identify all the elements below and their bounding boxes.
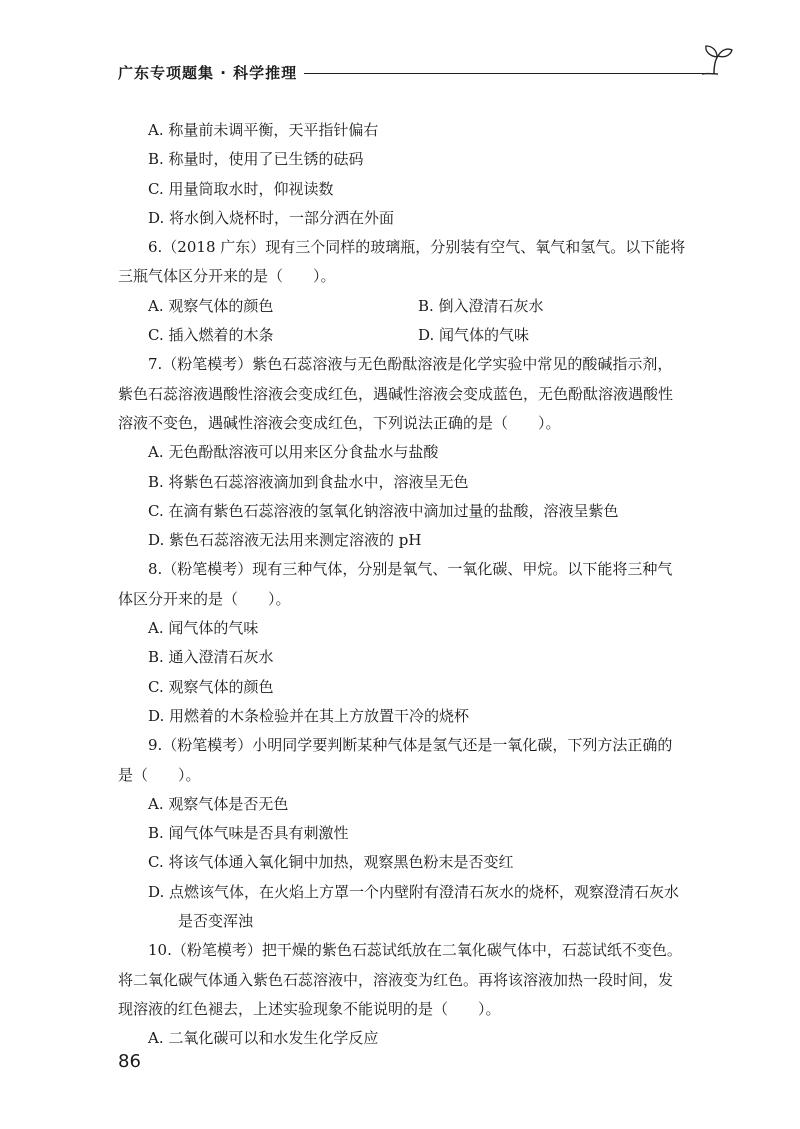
option-line-cont: 是否变浑浊 <box>178 912 254 931</box>
question-9-stem-cont: 是（ ）。 <box>118 765 201 784</box>
option-line: B. 闻气体气味是否具有刺激性 <box>148 824 349 843</box>
option-a: A. 观察气体的颜色 <box>148 296 274 315</box>
option-line: C. 在滴有紫色石蕊溶液的氢氧化钠溶液中滴加过量的盐酸，溶液呈紫色 <box>148 501 619 520</box>
question-10-stem-cont: 现溶液的红色褪去，上述实验现象不能说明的是（ ）。 <box>118 999 501 1018</box>
question-6-stem-cont: 三瓶气体区分开来的是（ ）。 <box>118 267 336 286</box>
option-line: C. 观察气体的颜色 <box>148 677 274 696</box>
option-line: A. 观察气体是否无色 <box>148 794 289 813</box>
option-row <box>118 292 718 321</box>
option-line: C. 用量筒取水时，仰视读数 <box>148 179 334 198</box>
question-10-stem: 10.（粉笔模考）把干燥的紫色石蕊试纸放在二氧化碳气体中，石蕊试纸不变色。 <box>148 941 682 960</box>
option-line: B. 称量时，使用了已生锈的砝码 <box>148 150 364 169</box>
option-line: C. 将该气体通入氧化铜中加热，观察黑色粉末是否变红 <box>148 853 514 872</box>
question-6-stem: 6.（2018 广东）现有三个同样的玻璃瓶，分别装有空气、氧气和氢气。以下能将 <box>148 238 686 257</box>
option-c: C. 插入燃着的木条 <box>148 326 274 345</box>
option-d: D. 闻气体的气味 <box>418 326 530 345</box>
question-7-stem-cont: 溶液不变色，遇碱性溶液会变成红色，下列说法正确的是（ ）。 <box>118 413 561 432</box>
option-line: A. 闻气体的气味 <box>148 619 259 638</box>
question-10-stem-cont: 将二氧化碳气体通入紫色石蕊溶液中，溶液变为红色。再将该溶液加热一段时间，发 <box>118 970 674 989</box>
question-9-stem: 9.（粉笔模考）小明同学要判断某种气体是氢气还是一氧化碳，下列方法正确的 <box>148 736 673 755</box>
page-number: 86 <box>118 1051 141 1072</box>
question-8-stem: 8.（粉笔模考）现有三种气体，分别是氧气、一氧化碳、甲烷。以下能将三种气 <box>148 560 673 579</box>
question-content <box>118 116 718 1054</box>
running-header <box>118 60 718 88</box>
header-title: 广东专项题集 · 科学推理 <box>118 64 298 82</box>
option-line: B. 通入澄清石灰水 <box>148 648 274 667</box>
option-line: A. 称量前未调平衡，天平指针偏右 <box>148 121 379 139</box>
option-line: D. 点燃该气体，在火焰上方罩一个内壁附有澄清石灰水的烧杯，观察澄清石灰水 <box>148 882 680 901</box>
question-7-stem: 7.（粉笔模考）紫色石蕊溶液与无色酚酞溶液是化学实验中常见的酸碱指示剂， <box>148 355 673 374</box>
option-line: D. 用燃着的木条检验并在其上方放置干冷的烧杯 <box>148 706 470 725</box>
header-rule <box>304 73 714 74</box>
sprout-icon <box>698 44 734 80</box>
option-line: A. 无色酚酞溶液可以用来区分食盐水与盐酸 <box>148 443 439 462</box>
option-row <box>118 321 718 350</box>
question-8-stem-cont: 体区分开来的是（ ）。 <box>118 589 291 608</box>
option-line: D. 将水倒入烧杯时，一部分洒在外面 <box>148 208 395 227</box>
option-line: B. 将紫色石蕊溶液滴加到食盐水中，溶液呈无色 <box>148 472 469 491</box>
question-7-stem-cont: 紫色石蕊溶液遇酸性溶液会变成红色，遇碱性溶液会变成蓝色，无色酚酞溶液遇酸性 <box>118 384 674 403</box>
option-b: B. 倒入澄清石灰水 <box>418 296 544 315</box>
option-line: D. 紫色石蕊溶液无法用来测定溶液的 pH <box>148 531 422 550</box>
option-line: A. 二氧化碳可以和水发生化学反应 <box>148 1029 379 1048</box>
